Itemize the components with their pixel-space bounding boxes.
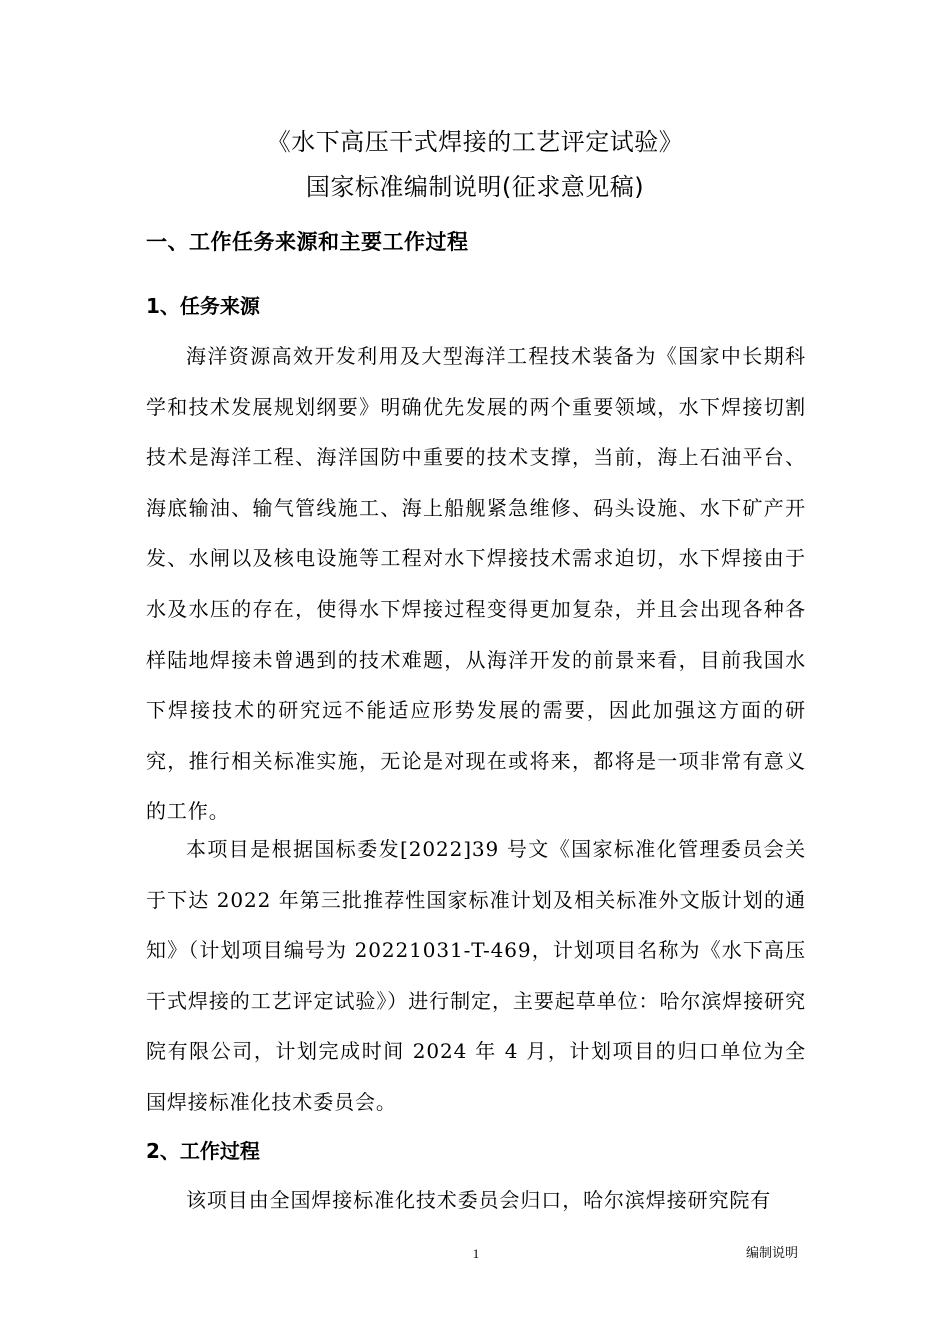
footer-label: 编制说明 — [746, 1246, 799, 1261]
paragraph-project-basis: 本项目是根据国标委发[2022]39 号文《国家标准化管理委员会关于下达 2022 年第三批推荐性国家标准计划及相关标准外文版计划的通知》（计划项目编号为 20221031-T-469，计划项目名称为《水下高压干式焊接的工艺评定试验》）进行制定，主要起草单位：哈尔滨焊接研究院有限公司，计划完成时间 2024 年 4 月，计划项目的归口单位为全国焊接标准化技术委员会。 — [146, 837, 806, 1114]
section-heading-1: 一、工作任务来源和主要工作过程 — [146, 230, 469, 254]
subsection-heading-work-process: 2、工作过程 — [146, 1139, 260, 1163]
subsection-heading-task-source: 1、任务来源 — [146, 294, 260, 318]
paragraph-background: 海洋资源高效开发利用及大型海洋工程技术装备为《国家中长期科学和技术发展规划纲要》明确优先发展的两个重要领域，水下焊接切割技术是海洋工程、海洋国防中重要的技术支撑，当前，海上石油平台、海底输油、输气管线施工、海上船舰紧急维修、码头设施、水下矿产开发、水闸以及核电设施等工程对水下焊接技术需求迫切，水下焊接由于水及水压的存在，使得水下焊接过程变得更加复杂，并且会出现各种各样陆地焊接未曾遇到的技术难题，从海洋开发的前景来看，目前我国水下焊接技术的研究远不能适应形势发展的需要，因此加强这方面的研究，推行相关标准实施，无论是对现在或将来，都将是一项非常有意义的工作。 — [146, 344, 806, 824]
document-title-line-2: 国家标准编制说明(征求意见稿) — [305, 173, 645, 201]
document-title-line-1: 《水下高压干式焊接的工艺评定试验》 — [266, 128, 684, 156]
page-number: 1 — [472, 1246, 480, 1261]
paragraph-work-process: 该项目由全国焊接标准化技术委员会归口，哈尔滨焊接研究院有 — [186, 1188, 772, 1212]
